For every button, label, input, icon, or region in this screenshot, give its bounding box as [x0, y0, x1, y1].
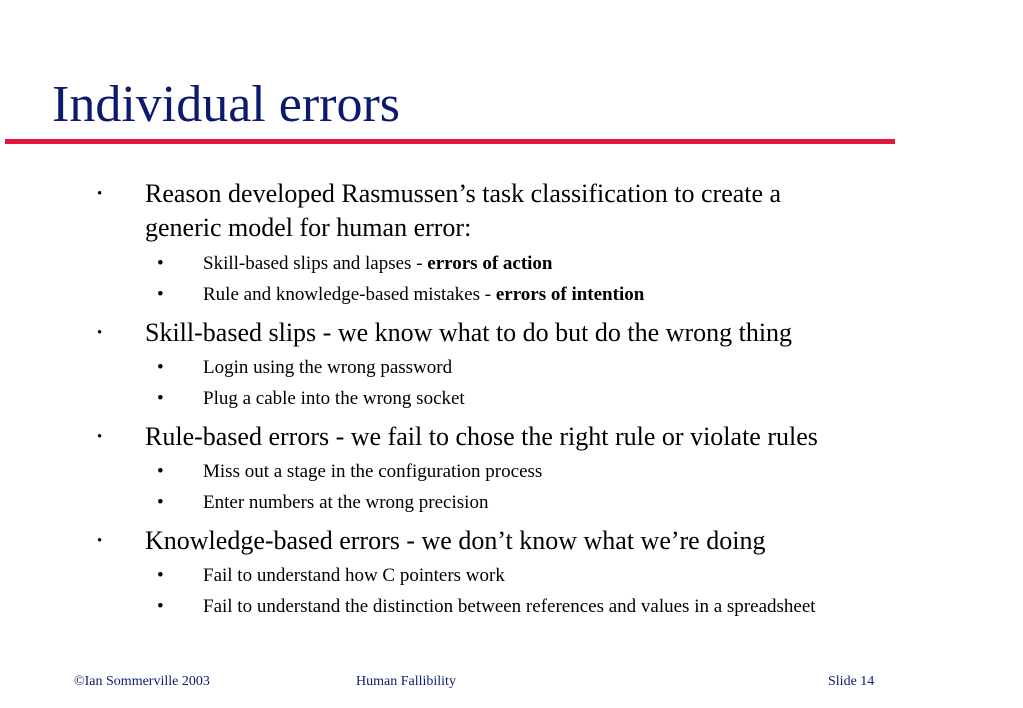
sub-bullet-marker: • [157, 596, 164, 617]
sub-bullet-text: Fail to understand the distinction between references and values in a spreadsheet [203, 596, 816, 617]
bullet-text: Skill-based slips - we know what to do but do the wrong thing [145, 318, 793, 347]
footer-copyright: ©Ian Sommerville 2003 [74, 674, 210, 689]
footer-course: Human Fallibility [356, 674, 456, 689]
bullet-text: generic model for human error: [145, 213, 472, 242]
bullet-item [97, 316, 793, 350]
bullet-text: Knowledge-based errors - we don’t know what we’re doing [145, 526, 766, 555]
bullet-continuation [145, 211, 471, 245]
bullet-marker: • [97, 325, 103, 341]
sub-bullet-marker: • [157, 461, 164, 482]
sub-bullet-item [157, 594, 816, 620]
sub-bullet-text: Enter numbers at the wrong precision [203, 492, 489, 513]
sub-bullet-item [157, 251, 553, 277]
sub-bullet-marker: • [157, 492, 164, 513]
bullet-marker: • [97, 186, 103, 202]
sub-bullet-marker: • [157, 357, 164, 378]
sub-bullet-text: Miss out a stage in the configuration process [203, 461, 543, 482]
sub-bullet-marker: • [157, 284, 164, 305]
bullet-item [97, 524, 766, 558]
sub-bullet-marker: • [157, 565, 164, 586]
sub-bullet-text: Plug a cable into the wrong socket [203, 388, 465, 409]
sub-bullet-item [157, 355, 453, 381]
sub-bullet-item [157, 490, 489, 516]
sub-bullet-item [157, 563, 505, 589]
sub-bullet-emphasis: errors of intention [495, 284, 645, 305]
bullet-marker: • [97, 429, 103, 445]
sub-bullet-item [157, 386, 465, 412]
bullet-text: Reason developed Rasmussen’s task classification to create a [145, 179, 782, 208]
bullet-item [97, 177, 782, 211]
sub-bullet-text: Rule and knowledge-based mistakes - [203, 284, 496, 305]
sub-bullet-marker: • [157, 253, 164, 274]
sub-bullet-emphasis: errors of action [427, 253, 553, 274]
bullet-item [97, 420, 818, 454]
sub-bullet-marker: • [157, 388, 164, 409]
bullet-text: Rule-based errors - we fail to chose the right rule or violate rules [145, 422, 818, 451]
sub-bullet-item [157, 282, 645, 308]
slide-title: Individual errors [52, 76, 401, 133]
bullet-marker: • [97, 533, 103, 549]
sub-bullet-text: Skill-based slips and lapses - [203, 253, 428, 274]
sub-bullet-text: Fail to understand how C pointers work [203, 565, 505, 586]
sub-bullet-text: Login using the wrong password [203, 357, 453, 378]
footer-slide-number: Slide 14 [828, 674, 875, 689]
sub-bullet-item [157, 459, 543, 485]
